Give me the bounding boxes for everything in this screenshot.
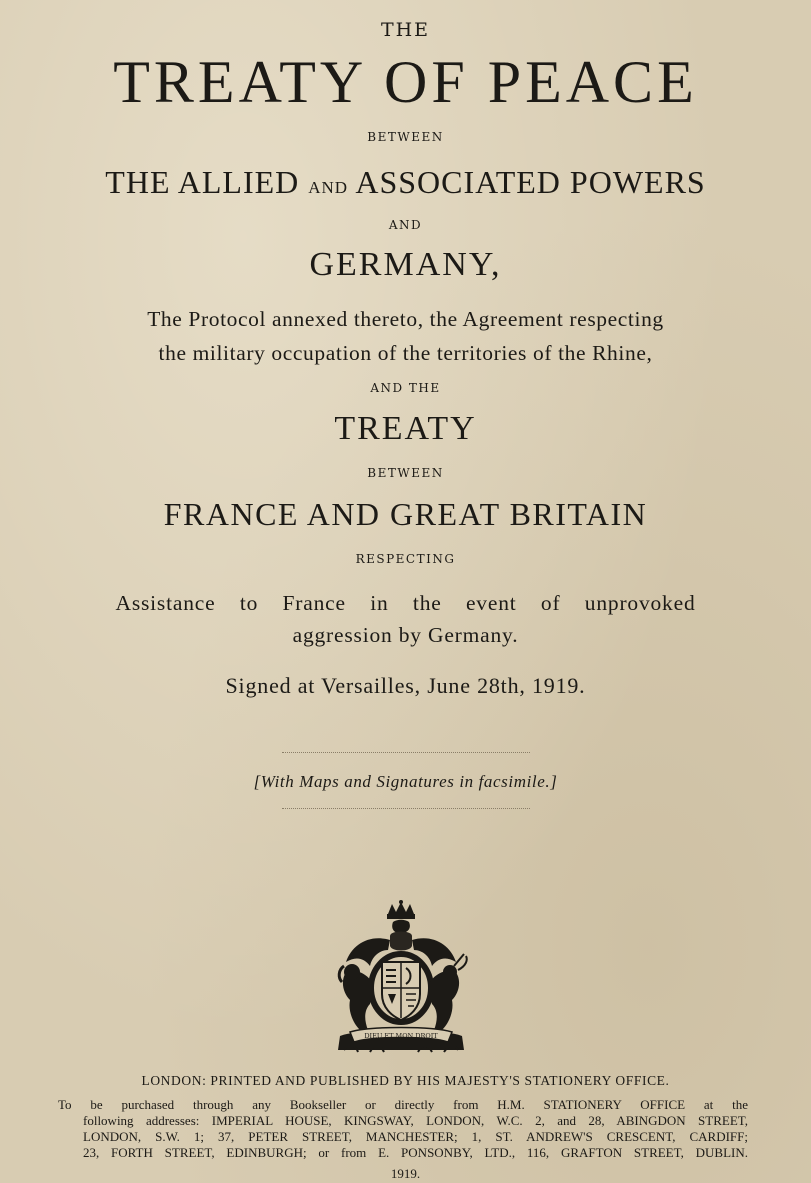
- associated-powers-text: ASSOCIATED POWERS: [355, 164, 706, 200]
- purchase-line-4: 23, FORTH STREET, EDINBURGH; or from E. PONSONBY, LTD., 116, GRAFTON STREET, DUBLIN.: [83, 1145, 748, 1160]
- london-imprint: LONDON: PRINTED AND PUBLISHED BY HIS MAJESTY'S STATIONERY OFFICE.: [141, 1073, 670, 1088]
- powers-and: AND: [308, 178, 349, 197]
- purchase-line-1: To be purchased through any Bookseller or directly from H.M. STATIONERY OFFICE at the: [58, 1097, 748, 1112]
- royal-coat-of-arms-icon: [330, 900, 472, 1060]
- allied-powers-heading: [0, 164, 811, 201]
- protocol-line-1: The Protocol annexed thereto, the Agreement respecting: [147, 307, 664, 331]
- france-britain-heading: FRANCE AND GREAT BRITAIN: [163, 496, 648, 532]
- between-label: BETWEEN: [367, 130, 444, 144]
- assistance-text: [0, 587, 811, 651]
- header-the: THE: [380, 19, 431, 41]
- purchase-info: [58, 1097, 748, 1161]
- assistance-line-1: Assistance to France in the event of unprovoked: [115, 591, 696, 615]
- divider-top: [282, 752, 530, 753]
- assistance-line-2: aggression by Germany.: [292, 623, 519, 647]
- signed-line: Signed at Versailles, June 28th, 1919.: [225, 673, 586, 698]
- divider-bottom: [282, 808, 530, 809]
- coat-of-arms-motto: DIEU ET MON DROIT: [364, 1032, 438, 1040]
- protocol-text: [0, 302, 811, 370]
- protocol-line-2: the military occupation of the territories of the Rhine,: [158, 341, 653, 365]
- and-the-label: AND THE: [370, 381, 441, 395]
- allied-text: THE ALLIED: [105, 164, 300, 200]
- and-label: AND: [388, 218, 423, 232]
- between-label-2: BETWEEN: [367, 466, 444, 480]
- germany-heading: GERMANY,: [309, 246, 502, 283]
- maps-note: [With Maps and Signatures in facsimile.]: [253, 772, 558, 791]
- respecting-label: RESPECTING: [355, 552, 456, 566]
- publication-year: 1919.: [390, 1166, 421, 1181]
- purchase-line-3: LONDON, S.W. 1; 37, PETER STREET, MANCHESTER; 1, ST. ANDREW'S CRESCENT, CARDIFF;: [83, 1129, 748, 1144]
- second-treaty-title: TREATY: [334, 410, 477, 447]
- purchase-line-2: following addresses: IMPERIAL HOUSE, KINGSWAY, LONDON, W.C. 2, and 28, ABINGDON STREET,: [83, 1113, 748, 1128]
- treaty-title: TREATY OF PEACE: [113, 49, 698, 115]
